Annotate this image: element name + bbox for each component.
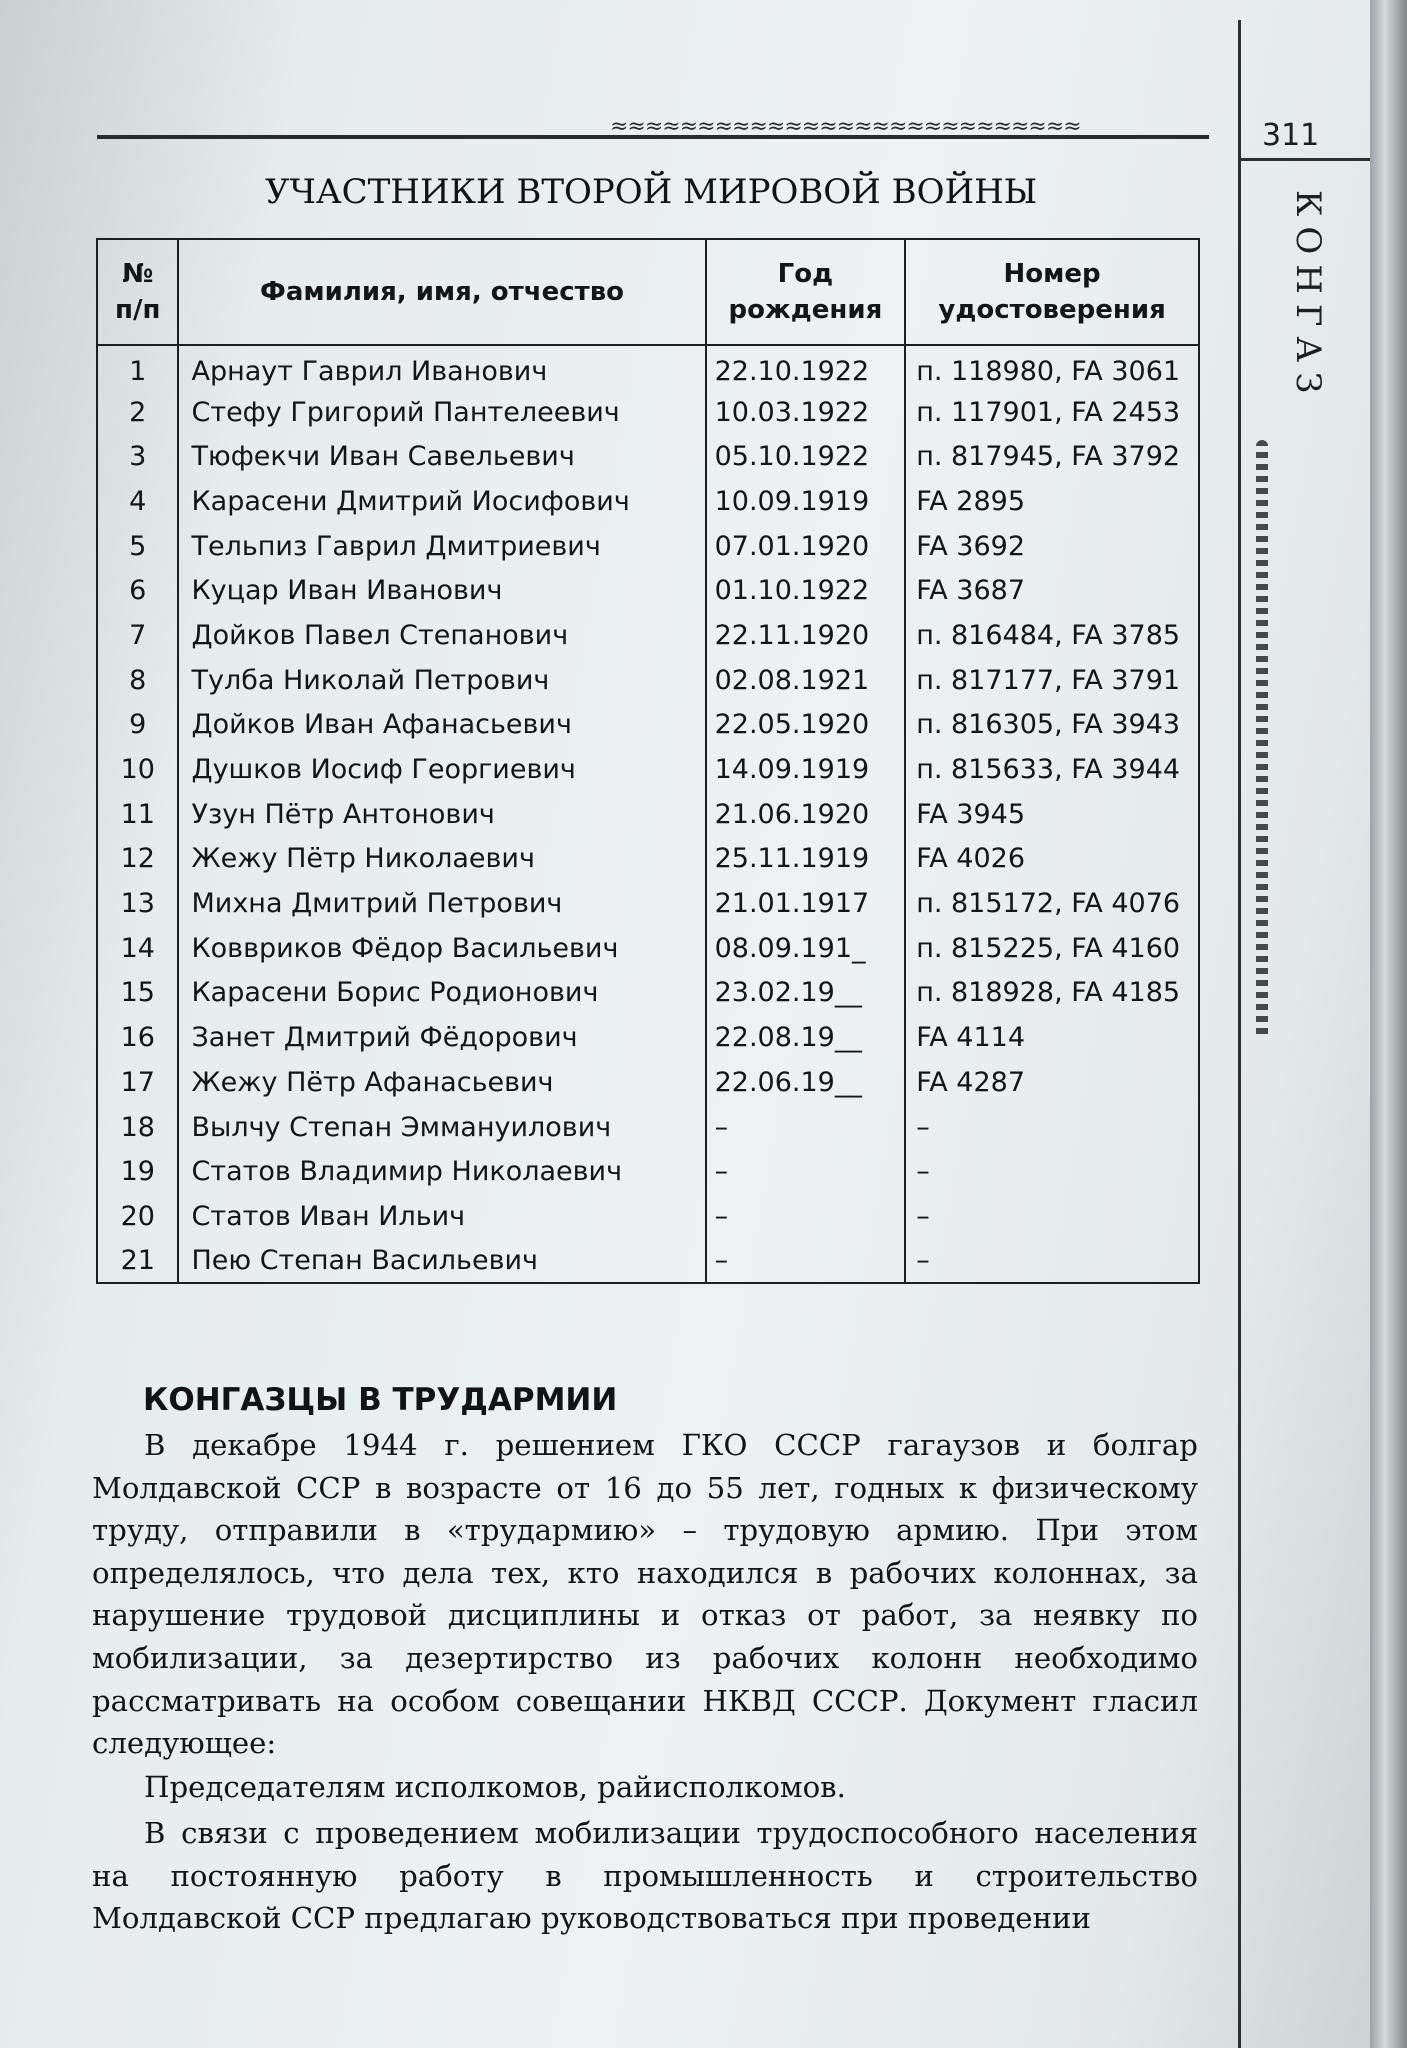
cell-birth-date: 05.10.1922 (706, 434, 906, 479)
table-row (97, 747, 1199, 792)
table-row (97, 837, 1199, 882)
cell-birth-date: 14.09.1919 (706, 747, 906, 792)
cell-name: Душков Иосиф Георгиевич (178, 747, 705, 792)
table-row (97, 658, 1199, 703)
table-row (97, 926, 1199, 971)
cell-number: 2 (97, 390, 178, 435)
cell-certificate: п. 118980, FA 3061 (905, 345, 1199, 390)
cell-number: 8 (97, 658, 178, 703)
cell-certificate: FA 3945 (905, 792, 1199, 837)
veterans-table (96, 238, 1200, 1284)
cell-certificate: FA 4287 (905, 1060, 1199, 1105)
column-header-number-line1: № (122, 259, 154, 289)
cell-name: Дойков Павел Степанович (178, 613, 705, 658)
cell-name: Узун Пётр Антонович (178, 792, 705, 837)
cell-birth-date: 08.09.191_ (706, 926, 906, 971)
cell-name: Тулба Николай Петрович (178, 658, 705, 703)
cell-birth-date: 25.11.1919 (706, 837, 906, 882)
cell-certificate: FA 3692 (905, 524, 1199, 569)
paragraph-order: В связи с проведением мобилизации трудоспособного населения на постоянную работу в промышленность и строительство Молдавской ССР предлагаю руководствоваться при проведении (92, 1816, 1198, 1936)
table-row (97, 390, 1199, 435)
section-title: КОНГАЗЦЫ В ТРУДАРМИИ (143, 1382, 618, 1418)
cell-certificate: – (905, 1149, 1199, 1194)
cell-number: 21 (97, 1239, 178, 1284)
cell-number: 11 (97, 792, 178, 837)
page-number: 311 (1262, 118, 1320, 153)
cell-number: 12 (97, 837, 178, 882)
cell-birth-date: 21.01.1917 (706, 881, 906, 926)
cell-birth-date: 22.05.1920 (706, 703, 906, 748)
table-body (97, 345, 1199, 1283)
column-header-certificate-line2: удостоверения (938, 295, 1166, 325)
cell-number: 16 (97, 1015, 178, 1060)
margin-rule (1238, 20, 1241, 2048)
cell-certificate: FA 4114 (905, 1015, 1199, 1060)
cell-birth-date: – (706, 1149, 906, 1194)
cell-number: 6 (97, 568, 178, 613)
column-header-number-line2: п/п (115, 295, 161, 325)
cell-number: 14 (97, 926, 178, 971)
cell-certificate: п. 117901, FA 2453 (905, 390, 1199, 435)
cell-birth-date: 07.01.1920 (706, 524, 906, 569)
cell-birth-date: 01.10.1922 (706, 568, 906, 613)
cell-birth-date: 02.08.1921 (706, 658, 906, 703)
cell-certificate: п. 815633, FA 3944 (905, 747, 1199, 792)
table-row (97, 1060, 1199, 1105)
cell-certificate: п. 817945, FA 3792 (905, 434, 1199, 479)
cell-birth-date: 21.06.1920 (706, 792, 906, 837)
cell-certificate: п. 817177, FA 3791 (905, 658, 1199, 703)
table-row (97, 479, 1199, 524)
cell-name: Коввриков Фёдор Васильевич (178, 926, 705, 971)
column-header-certificate-line1: Номер (1003, 259, 1101, 289)
cell-number: 19 (97, 1149, 178, 1194)
cell-name: Пею Степан Васильевич (178, 1239, 705, 1284)
running-title: КОНГАЗ (1288, 190, 1328, 404)
cell-number: 9 (97, 703, 178, 748)
table-row (97, 613, 1199, 658)
cell-birth-date: – (706, 1105, 906, 1150)
cell-certificate: FA 4026 (905, 837, 1199, 882)
cell-name: Тельпиз Гаврил Дмитриевич (178, 524, 705, 569)
cell-number: 7 (97, 613, 178, 658)
column-header-birth-year-line2: рождения (728, 295, 883, 325)
paragraph-address: Председателям исполкомов, райисполкомов. (144, 1770, 846, 1804)
cell-name: Михна Дмитрий Петрович (178, 881, 705, 926)
table-row (97, 971, 1199, 1016)
cell-certificate: – (905, 1105, 1199, 1150)
table-row (97, 703, 1199, 748)
cell-number: 17 (97, 1060, 178, 1105)
cell-name: Карасени Борис Родионович (178, 971, 705, 1016)
cell-number: 3 (97, 434, 178, 479)
cell-birth-date: 22.11.1920 (706, 613, 906, 658)
cell-number: 18 (97, 1105, 178, 1150)
cell-number: 4 (97, 479, 178, 524)
cell-certificate: – (905, 1239, 1199, 1284)
table-row (97, 568, 1199, 613)
cell-number: 20 (97, 1194, 178, 1239)
cell-number: 10 (97, 747, 178, 792)
cell-birth-date: 22.10.1922 (706, 345, 906, 390)
column-header-number (97, 239, 178, 345)
table-header-row (97, 239, 1199, 345)
table-row (97, 1149, 1199, 1194)
cell-certificate: – (905, 1194, 1199, 1239)
margin-rule-horizontal (1238, 158, 1370, 161)
column-header-birth-year (706, 239, 906, 345)
table-row (97, 434, 1199, 479)
cell-name: Статов Владимир Николаевич (178, 1149, 705, 1194)
cell-certificate: п. 815225, FA 4160 (905, 926, 1199, 971)
cell-birth-date: 22.08.19__ (706, 1015, 906, 1060)
cell-name: Жежу Пётр Николаевич (178, 837, 705, 882)
cell-number: 5 (97, 524, 178, 569)
cell-certificate: п. 816484, FA 3785 (905, 613, 1199, 658)
header-ornament: ≈≈≈≈≈≈≈≈≈≈≈≈≈≈≈≈≈≈≈≈≈≈≈≈≈≈≈ (610, 114, 1081, 139)
cell-name: Тюфекчи Иван Савельевич (178, 434, 705, 479)
table-row (97, 1105, 1199, 1150)
cell-name: Стефу Григорий Пантелеевич (178, 390, 705, 435)
cell-name: Жежу Пётр Афанасьевич (178, 1060, 705, 1105)
cell-birth-date: 10.03.1922 (706, 390, 906, 435)
table-row (97, 1239, 1199, 1284)
cell-name: Статов Иван Ильич (178, 1194, 705, 1239)
cell-name: Арнаут Гаврил Иванович (178, 345, 705, 390)
cell-name: Куцар Иван Иванович (178, 568, 705, 613)
cell-name: Карасени Дмитрий Иосифович (178, 479, 705, 524)
cell-birth-date: 23.02.19__ (706, 971, 906, 1016)
cell-number: 15 (97, 971, 178, 1016)
table-title: УЧАСТНИКИ ВТОРОЙ МИРОВОЙ ВОЙНЫ (265, 172, 1038, 212)
cell-certificate: п. 818928, FA 4185 (905, 971, 1199, 1016)
table-row (97, 524, 1199, 569)
cell-certificate: FA 2895 (905, 479, 1199, 524)
cell-birth-date: 10.09.1919 (706, 479, 906, 524)
cell-birth-date: 22.06.19__ (706, 1060, 906, 1105)
column-header-name: Фамилия, имя, отчество (178, 239, 705, 345)
table-row (97, 1194, 1199, 1239)
cell-number: 1 (97, 345, 178, 390)
column-header-certificate (905, 239, 1199, 345)
cell-name: Занет Дмитрий Фёдорович (178, 1015, 705, 1060)
table-row (97, 345, 1199, 390)
cell-birth-date: – (706, 1194, 906, 1239)
cell-certificate: п. 816305, FA 3943 (905, 703, 1199, 748)
margin-ornament (1256, 440, 1268, 1040)
table-row (97, 1015, 1199, 1060)
paragraph-intro: В декабре 1944 г. решением ГКО СССР гагаузов и болгар Молдавской ССР в возрасте от 16 до 55 лет, годных к физическому труду, отправили в «трудармию» – трудовую армию. При этом определялось, что дела тех, кто находился в рабочих колоннах, за нарушение трудовой дисциплины и отказ от работ, за неявку по мобилизации, за дезертирство из рабочих колонн необходимо рассматривать на особом совещании НКВД СССР. Документ гласил следующее: (92, 1428, 1198, 1761)
table-row (97, 792, 1199, 837)
cell-name: Вылчу Степан Эммануилович (178, 1105, 705, 1150)
cell-name: Дойков Иван Афанасьевич (178, 703, 705, 748)
book-page-edge (1370, 0, 1407, 2048)
cell-number: 13 (97, 881, 178, 926)
cell-birth-date: – (706, 1239, 906, 1284)
column-header-birth-year-line1: Год (777, 259, 834, 289)
cell-certificate: FA 3687 (905, 568, 1199, 613)
cell-certificate: п. 815172, FA 4076 (905, 881, 1199, 926)
table-row (97, 881, 1199, 926)
